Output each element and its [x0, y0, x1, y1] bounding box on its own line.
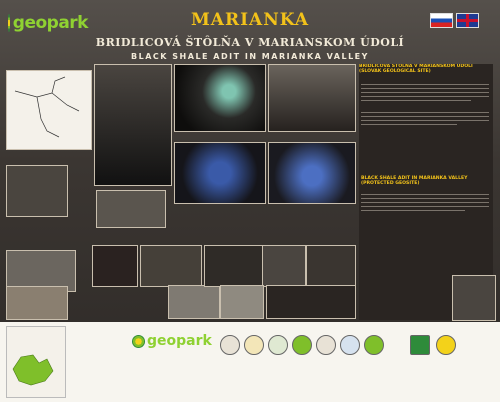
text-line	[361, 120, 489, 121]
location-map	[6, 326, 66, 398]
shale-core-sample-photo	[266, 285, 356, 319]
slovak-flag-icon[interactable]	[430, 13, 453, 28]
text-line	[361, 124, 457, 125]
text-line	[361, 116, 489, 117]
fossil-sample-photo-right	[452, 275, 496, 321]
tunnel-lamp-photo	[174, 64, 266, 132]
footer-logo	[132, 333, 212, 349]
text-line	[361, 100, 471, 101]
partner-logo-2-icon	[244, 335, 264, 355]
ammonite-fossil-photo	[220, 285, 264, 319]
partner-logo-5-icon	[316, 335, 336, 355]
plan-lines	[7, 71, 91, 149]
text-line	[361, 96, 489, 97]
fossil-photo-2	[96, 190, 166, 228]
adit-plan-diagram	[6, 70, 92, 150]
subtitle-slovak: BRIDLICOVÁ ŠTÔLŇA V MARIANSKOM ÚDOLÍ	[95, 36, 405, 49]
text-line	[361, 198, 489, 199]
partner-logo-9-icon	[436, 335, 456, 355]
partner-logo-3-icon	[268, 335, 288, 355]
partner-logo-4-icon	[292, 335, 312, 355]
text-line	[361, 202, 489, 203]
text-line	[361, 112, 489, 113]
text-line	[361, 194, 489, 195]
body-text-lines	[359, 75, 493, 79]
adit-shaft-photo	[94, 64, 172, 186]
text-line	[361, 206, 489, 207]
fossil-photo-1	[6, 165, 68, 217]
logo-text: geopark	[12, 13, 88, 33]
fossil-detail-photo	[306, 245, 356, 287]
text-line	[361, 92, 489, 93]
partner-logo-8-icon	[410, 335, 430, 355]
pebble-rock-photo	[6, 286, 68, 320]
section-heading-english: BLACK SHALE ADIT IN MARIANKA VALLEY (PROTECTED GEOSITE)	[361, 176, 468, 186]
partner-logo-1-icon	[220, 335, 240, 355]
tunnel-blue-light-photo	[268, 142, 356, 204]
partner-logo-7-icon	[364, 335, 384, 355]
footer-logo-text: geopark	[147, 333, 212, 349]
flooded-tunnel-photo	[174, 142, 266, 204]
page-title: MARIANKA	[190, 10, 310, 30]
text-line	[361, 84, 489, 85]
rock-core-photo	[262, 245, 306, 287]
cave-explorers-photo	[92, 245, 138, 287]
geopark-sun-icon	[8, 14, 10, 32]
uk-flag-icon[interactable]	[456, 13, 479, 28]
ammonite-photo	[168, 285, 220, 319]
geopark-logo	[8, 10, 88, 36]
text-line	[361, 210, 465, 211]
partners-footer	[0, 322, 500, 402]
map-outline	[7, 327, 65, 397]
shale-layers-photo	[140, 245, 202, 287]
subtitle-english: BLACK SHALE ADIT IN MARIANKA VALLEY	[131, 52, 369, 61]
section-heading-slovak: BRIDLICOVÁ ŠTÔLŇA V MARIANSKOM ÚDOLÍ (SLOVAK GEOLOGICAL SITE)	[359, 64, 473, 74]
tunnel-interior-photo	[268, 64, 356, 132]
partner-logo-6-icon	[340, 335, 360, 355]
text-line	[361, 88, 489, 89]
footer-geopark-sun-icon	[132, 335, 145, 348]
